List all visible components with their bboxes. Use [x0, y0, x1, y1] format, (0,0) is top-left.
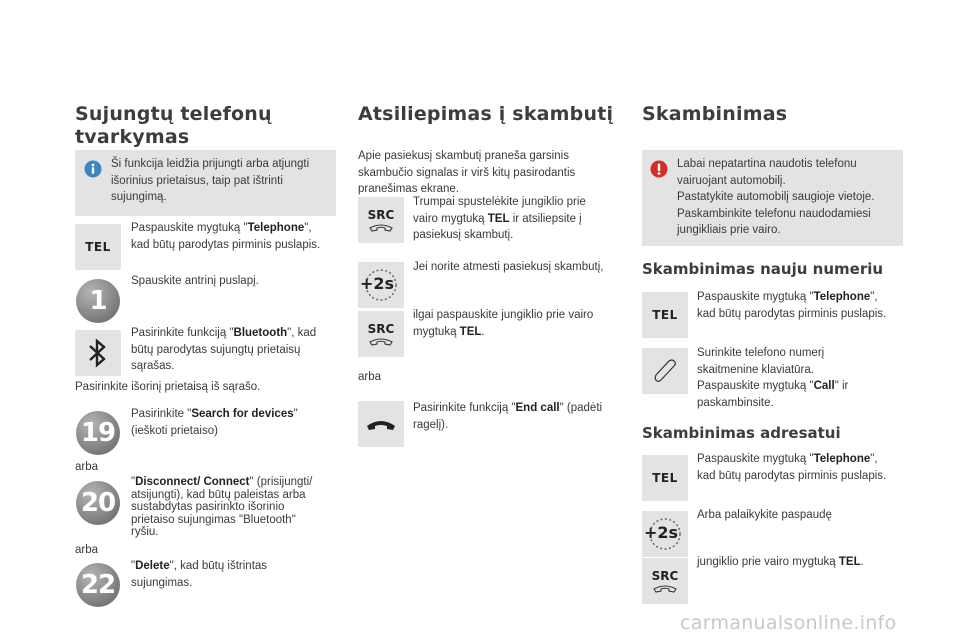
tel-button-icon-3: TEL: [642, 455, 688, 501]
or-label-2: arba: [75, 544, 99, 556]
info-note-box: [75, 150, 336, 216]
answer-step-short-press: Trumpai spustelėkite jungiklio prie vairo mygtuką TEL ir atsiliepsite į pasiekusį skambutį.: [413, 196, 586, 241]
reject-step-long-press: ilgai paspauskite jungiklio prie vairo mygtuką TEL.: [413, 309, 594, 338]
warning-note-text: Labai nepatartina naudotis telefonu vairuojant automobilį. Pastatykite automobilį saugioje vietoje. Paskambinkite telefonu naudodamiesi jungikliais prie vairo.: [677, 158, 875, 236]
section-title-calling: Skambinimas: [642, 103, 788, 125]
bluetooth-icon: [75, 330, 121, 376]
tel-button-icon: TEL: [75, 224, 121, 270]
contact-step-tel: jungiklio prie vairo mygtuką TEL.: [697, 556, 864, 568]
step-badge-20: 20: [76, 481, 120, 525]
or-label-3: arba: [358, 371, 382, 383]
or-label-1: arba: [75, 461, 99, 473]
step-badge-1: 1: [76, 279, 120, 323]
step-select-bluetooth: Pasirinkite funkciją "Bluetooth", kad būtų parodytas sujungtų prietaisų sąrašas.: [131, 327, 317, 372]
answer-intro-text: Apie pasiekusį skambutį praneša garsinis skambučio signalas ir virš kitų pasirodantis pranešimas ekrane.: [358, 150, 576, 195]
handset-icon: [368, 336, 394, 346]
new-number-step-dial: Surinkite telefono numerį skaitmenine klaviatūra. Paspauskite mygtuką "Call" ir paskambinsite.: [697, 347, 849, 409]
section-title-answer-call: Atsiliepimas į skambutį: [358, 103, 614, 125]
hangup-handset-icon: [366, 417, 396, 431]
subtitle-new-number: Skambinimas nauju numeriu: [642, 260, 884, 278]
end-call-step: Pasirinkite funkciją "End call" (padėti ragelį).: [413, 402, 603, 431]
contact-step-hold: Arba palaikykite paspaudę: [697, 509, 832, 521]
step-select-device: Pasirinkite išorinį prietaisą iš sąrašo.: [75, 381, 261, 393]
step-badge-19: 19: [76, 411, 120, 455]
end-call-icon: [358, 401, 404, 447]
step-badge-22: 22: [76, 563, 120, 607]
dial-handset-icon: [642, 348, 688, 394]
step-press-telephone: Paspauskite mygtuką "Telephone", kad būtų parodytas pirminis puslapis.: [131, 222, 321, 251]
info-icon: [84, 160, 102, 178]
warning-icon: [650, 160, 668, 178]
step-secondary-page: Spauskite antrinį puslapį.: [131, 275, 259, 287]
long-press-2s-icon: +2s: [358, 262, 404, 308]
src-button-icon-3: SRC: [642, 558, 688, 604]
reject-call-text: Jei norite atmesti pasiekusį skambutį,: [413, 261, 604, 273]
section-title-paired-phones: Sujungtų telefonų tvarkymas: [75, 103, 272, 148]
new-number-step-telephone: Paspauskite mygtuką "Telephone", kad būtų parodytas pirminis puslapis.: [697, 291, 887, 320]
step-search-devices: Pasirinkite "Search for devices" (ieškoti prietaiso): [131, 408, 298, 437]
contact-step-telephone: Paspauskite mygtuką "Telephone", kad būtų parodytas pirminis puslapis.: [697, 453, 887, 482]
tel-button-icon-2: TEL: [642, 292, 688, 338]
handset-icon: [652, 583, 678, 593]
src-button-icon-2: SRC: [358, 311, 404, 357]
warning-note-box: [642, 150, 903, 246]
info-note-text: Ši funkcija leidžia prijungti arba atjungti išorinius prietaisus, taip pat ištrinti sujungimą.: [111, 158, 310, 203]
src-button-icon: SRC: [358, 197, 404, 243]
long-press-2s-icon-2: +2s: [642, 511, 688, 557]
step-delete: "Delete", kad būtų ištrintas sujungimas.: [131, 560, 268, 589]
subtitle-contact: Skambinimas adresatui: [642, 424, 841, 442]
step-disconnect-connect: "Disconnect/ Connect" (prisijungti/ atsijungti), kad būtų paleistas arba sustabdytas pasirinkto išorinio prietaiso sujungimas "Bluetooth" ryšiu.: [131, 476, 313, 538]
watermark: carmanualsonline.info: [680, 612, 897, 634]
handset-icon: [368, 222, 394, 232]
